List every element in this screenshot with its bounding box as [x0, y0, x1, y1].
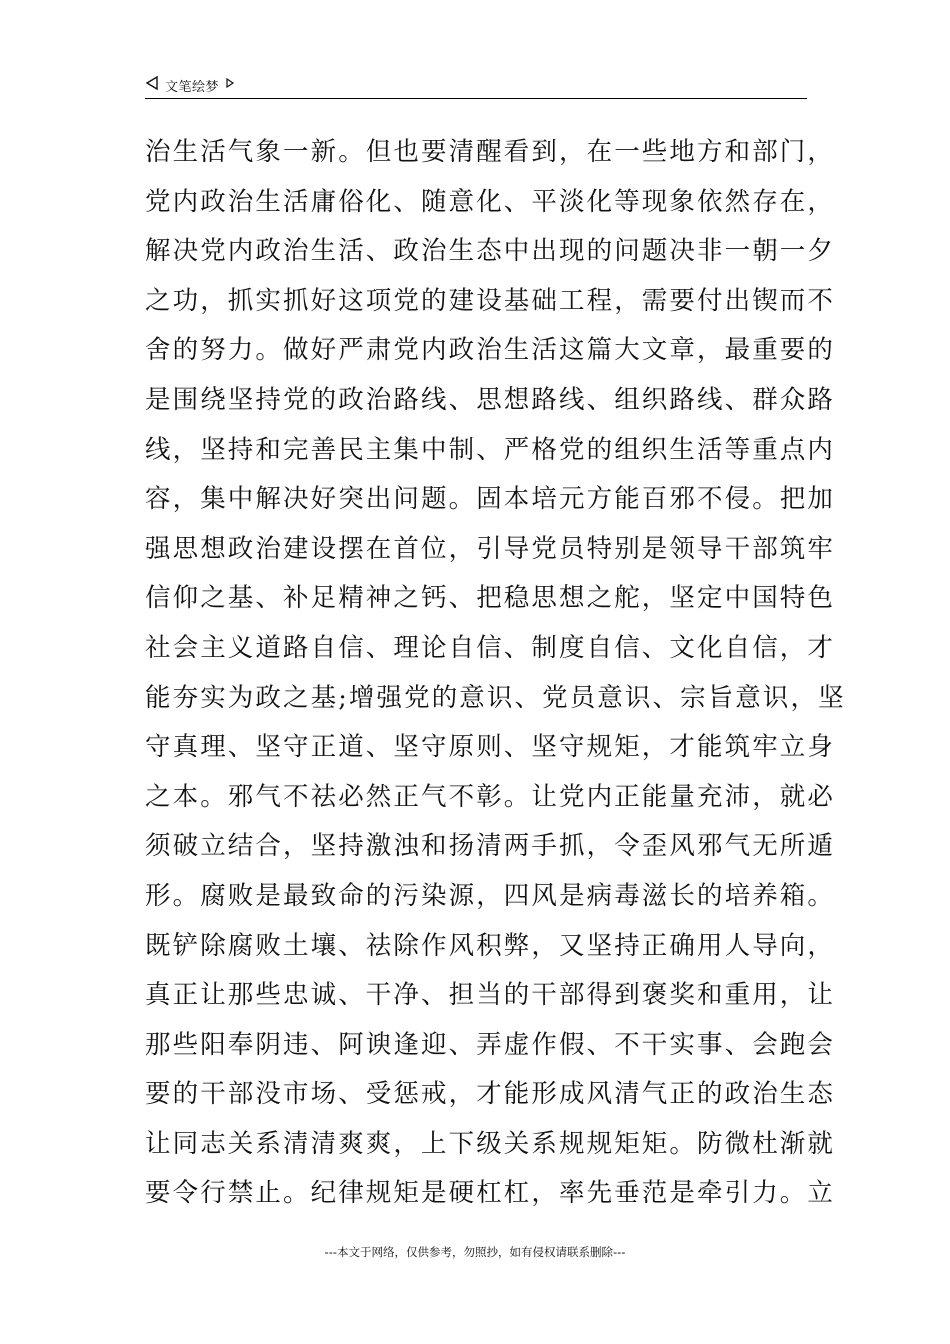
page-footer: ---本文于网络，仅供参考，勿照抄，如有侵权请联系删除---	[324, 1245, 626, 1259]
text-line: 解决党内政治生活、政治生态中出现的问题决非一朝一夕	[145, 236, 836, 267]
text-line: 那些阳奉阴违、阿谀逢迎、弄虚作假、不干实事、会跑会	[145, 1029, 836, 1060]
page-header	[145, 72, 807, 99]
triangle-right-outline-icon	[225, 77, 235, 93]
text-line: 强思想政治建设摆在首位，引导党员特别是领导干部筑牢	[145, 533, 836, 564]
text-line: 要的干部没市场、受惩戒，才能形成风清气正的政治生态	[145, 1079, 836, 1110]
text-line: 党内政治生活庸俗化、随意化、平淡化等现象依然存在，	[145, 186, 836, 217]
text-line: 让同志关系清清爽爽，上下级关系规规矩矩。防微杜渐就	[145, 1128, 836, 1159]
text-line: 须破立结合，坚持激浊和扬清两手抓，令歪风邪气无所遁	[145, 831, 836, 862]
text-line: 形。腐败是最致命的污染源，四风是病毒滋长的培养箱。	[145, 880, 836, 911]
text-line: 是围绕坚持党的政治路线、思想路线、组织路线、群众路	[145, 384, 836, 415]
triangle-left-outline-icon	[145, 75, 159, 95]
text-line: 容，集中解决好突出问题。固本培元方能百邪不侵。把加	[145, 484, 836, 515]
text-line: 之功，抓实抓好这项党的建设基础工程，需要付出锲而不	[145, 285, 836, 316]
text-line: 舍的努力。做好严肃党内政治生活这篇大文章，最重要的	[145, 335, 836, 366]
text-line: 社会主义道路自信、理论自信、制度自信、文化自信，才	[145, 632, 836, 663]
header-title: 文笔绘梦	[165, 79, 220, 95]
document-body	[145, 128, 846, 1219]
text-line: 治生活气象一新。但也要清醒看到，在一些地方和部门，	[145, 137, 836, 167]
text-line: 真正让那些忠诚、干净、担当的干部得到褒奖和重用，让	[145, 980, 836, 1011]
text-line: 要令行禁止。纪律规矩是硬杠杠，率先垂范是牵引力。立	[145, 1178, 836, 1209]
header-row	[145, 75, 235, 95]
text-line: 守真理、坚守正道、坚守原则、坚守规矩，才能筑牢立身	[145, 732, 836, 763]
text-line: 信仰之基、补足精神之钙、把稳思想之舵，坚定中国特色	[145, 583, 836, 614]
text-line: 能夯实为政之基;增强党的意识、党员意识、宗旨意识，坚	[145, 682, 846, 713]
text-line: 既铲除腐败土壤、祛除作风积弊，又坚持正确用人导向，	[145, 930, 836, 961]
text-line: 线，坚持和完善民主集中制、严格党的组织生活等重点内	[145, 434, 836, 465]
text-line: 之本。邪气不祛必然正气不彰。让党内正能量充沛，就必	[145, 781, 836, 812]
